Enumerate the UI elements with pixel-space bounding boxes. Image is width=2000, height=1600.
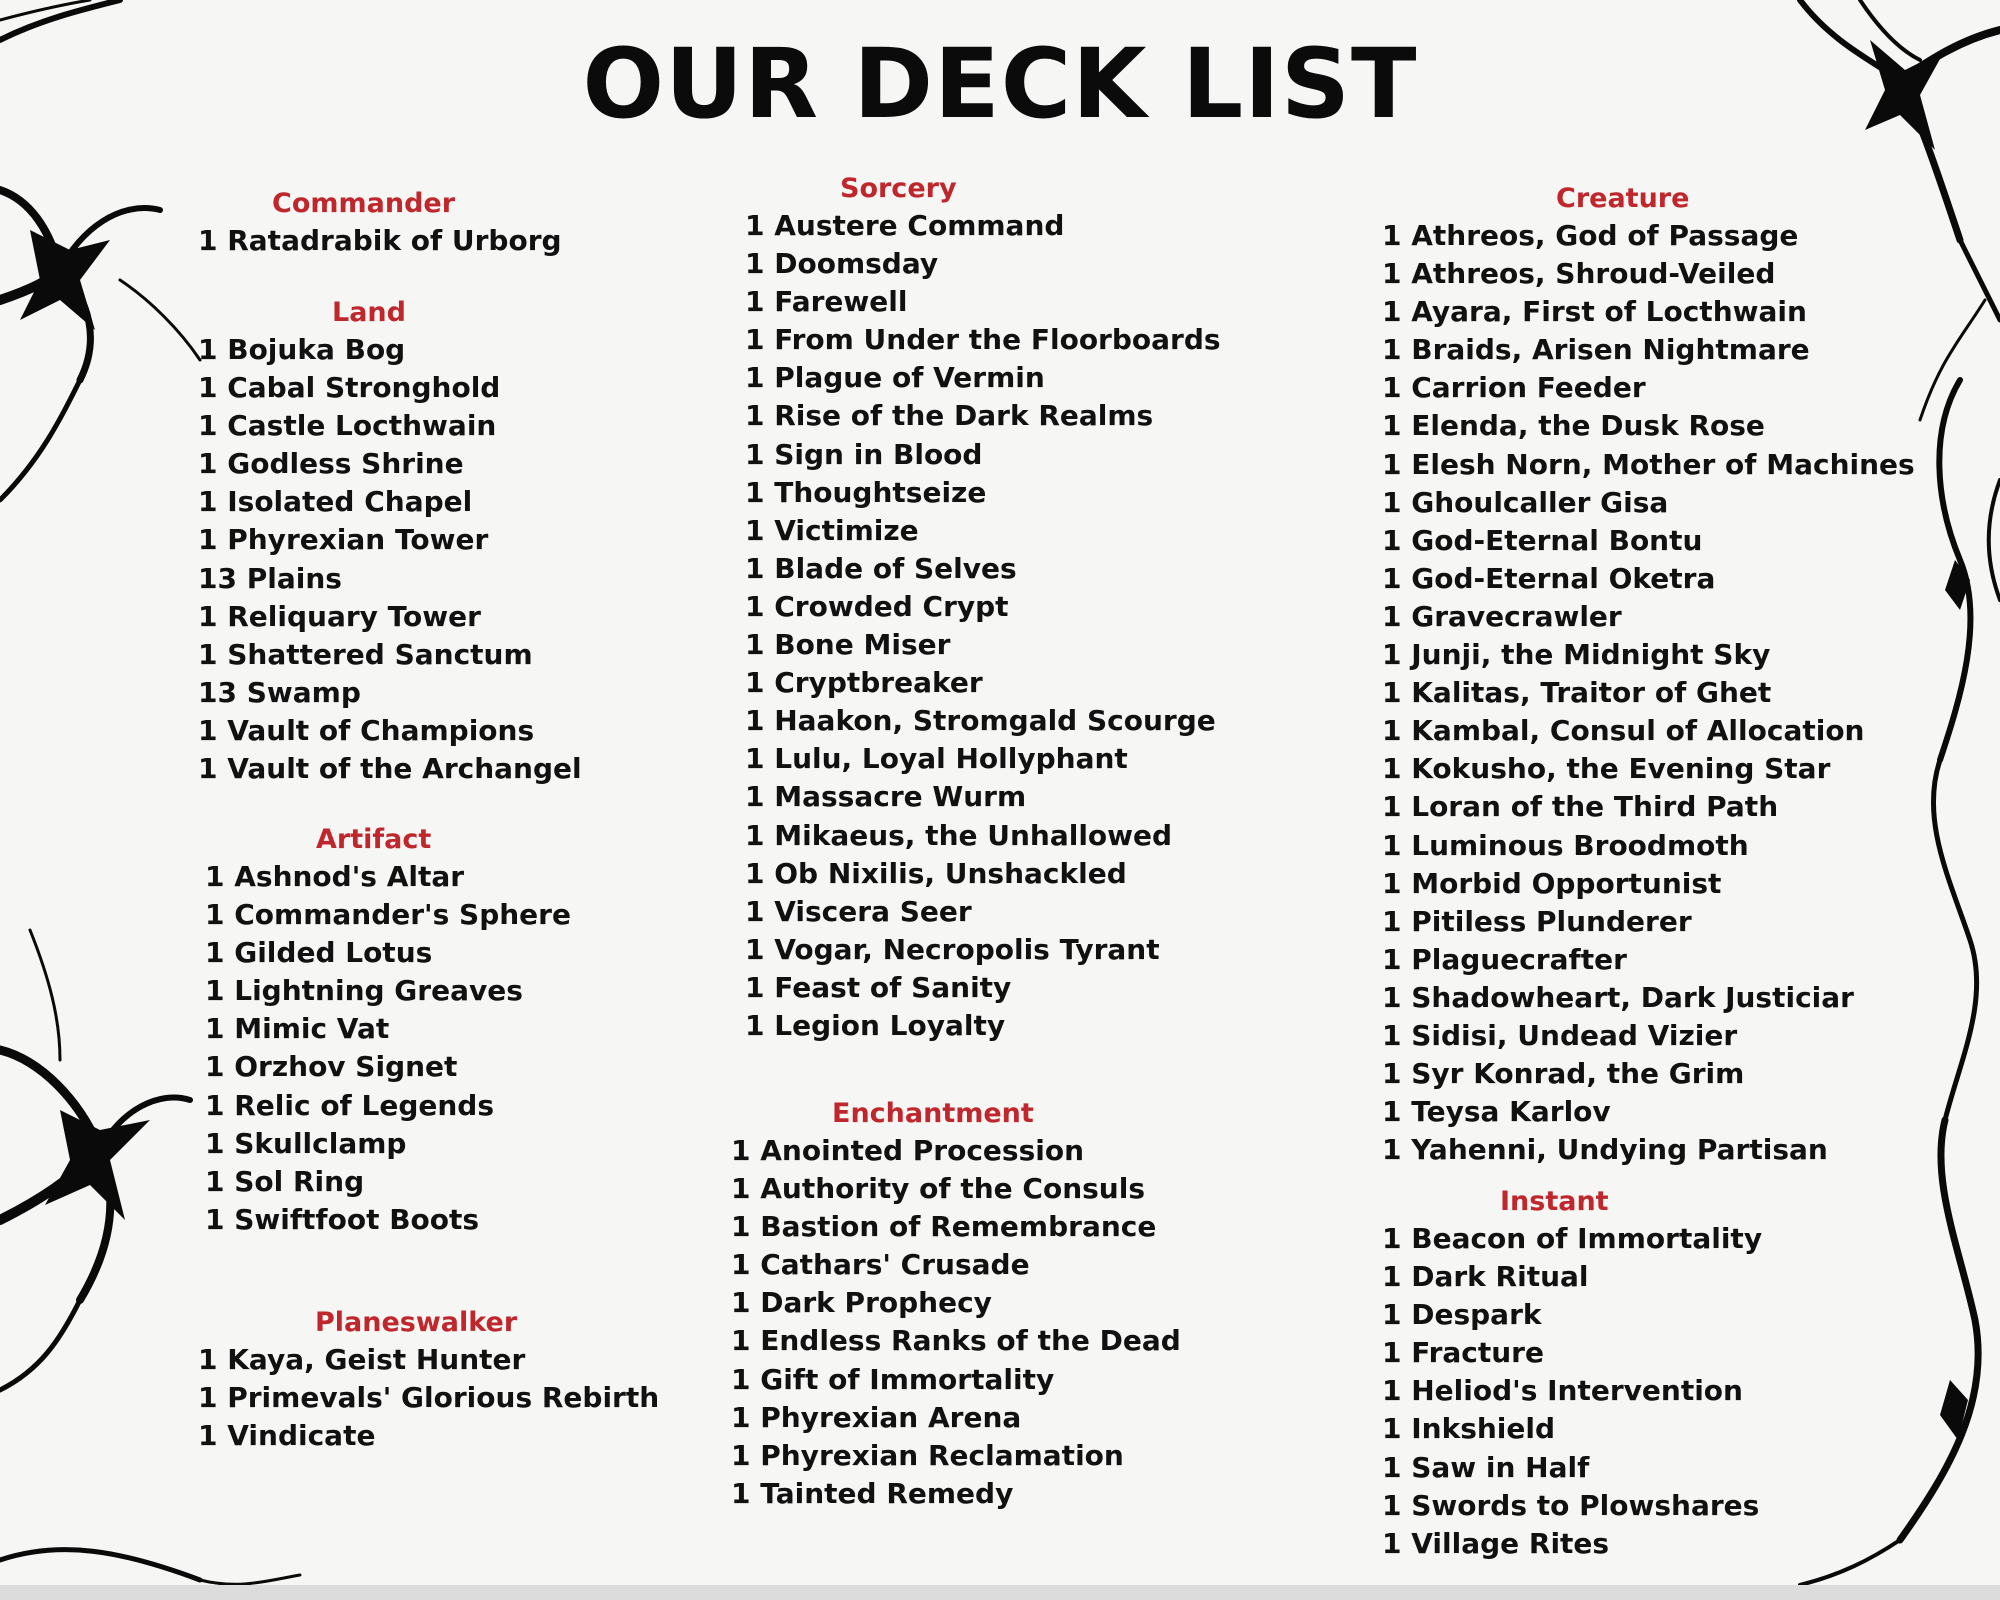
card-entry: 1 Viscera Seer <box>745 894 972 928</box>
section-sorcery <box>745 171 1221 1045</box>
section-instant <box>1382 1184 1762 1563</box>
card-entry: 1 Athreos, God of Passage <box>1382 219 1799 252</box>
card-entry: 1 Fracture <box>1382 1336 1544 1370</box>
page-title: OUR DECK LIST <box>582 28 1418 140</box>
card-entry: 1 Loran of the Third Path <box>1382 790 1779 824</box>
card-list <box>731 1132 1181 1513</box>
card-entry: 1 Commander's Sphere <box>205 898 571 932</box>
card-entry: 1 Gravecrawler <box>1382 599 1622 633</box>
card-entry: 1 Inkshield <box>1382 1412 1556 1446</box>
section-heading: Artifact <box>316 824 432 855</box>
card-entry: 1 Orzhov Signet <box>205 1050 458 1084</box>
card-entry: 1 Cabal Stronghold <box>198 371 501 405</box>
card-entry: 1 Teysa Karlov <box>1382 1095 1611 1129</box>
card-entry: 1 Endless Ranks of the Dead <box>731 1324 1181 1358</box>
card-entry: 1 Doomsday <box>745 247 939 281</box>
card-entry: 1 Castle Locthwain <box>198 409 497 443</box>
card-entry: 1 Elesh Norn, Mother of Machines <box>1382 447 1915 481</box>
card-entry: 1 Austere Command <box>745 209 1065 242</box>
card-list <box>205 858 571 1239</box>
card-entry: 1 Bastion of Remembrance <box>731 1210 1157 1244</box>
card-list <box>198 331 582 788</box>
card-entry: 1 Ashnod's Altar <box>205 860 465 893</box>
card-entry: 1 Sol Ring <box>205 1164 365 1198</box>
card-entry: 1 Sign in Blood <box>745 437 983 471</box>
card-entry: 1 Morbid Opportunist <box>1382 866 1722 900</box>
card-entry: 1 Godless Shrine <box>198 447 464 481</box>
card-entry: 1 Vault of Champions <box>198 713 535 747</box>
card-entry: 1 Plaguecrafter <box>1382 942 1627 976</box>
card-entry: 1 Bone Miser <box>745 628 951 662</box>
card-entry: 1 Despark <box>1382 1298 1542 1332</box>
card-entry: 1 Carrion Feeder <box>1382 371 1646 405</box>
section-commander <box>198 186 562 260</box>
card-entry: 1 Swiftfoot Boots <box>205 1202 480 1236</box>
card-list <box>198 1341 659 1455</box>
card-entry: 1 Shadowheart, Dark Justiciar <box>1382 980 1854 1014</box>
card-entry: 1 Village Rites <box>1382 1526 1610 1560</box>
card-entry: 1 Thoughtseize <box>745 475 987 509</box>
card-entry: 1 Pitiless Plunderer <box>1382 904 1692 938</box>
card-entry: 1 Authority of the Consuls <box>731 1172 1145 1206</box>
section-heading: Planeswalker <box>315 1307 518 1338</box>
card-entry: 1 Phyrexian Reclamation <box>731 1438 1124 1472</box>
card-entry: 1 Ghoulcaller Gisa <box>1382 485 1669 519</box>
section-land <box>198 295 582 788</box>
card-entry: 1 Kaya, Geist Hunter <box>198 1343 526 1376</box>
card-entry: 1 Athreos, Shroud-Veiled <box>1382 257 1776 291</box>
card-entry: 1 Bojuka Bog <box>198 333 406 366</box>
card-entry: 1 Heliod's Intervention <box>1382 1374 1743 1408</box>
section-heading: Land <box>332 297 406 328</box>
section-heading: Enchantment <box>832 1098 1034 1129</box>
section-heading: Instant <box>1500 1186 1609 1217</box>
card-entry: 1 Victimize <box>745 513 919 547</box>
card-entry: 1 Skullclamp <box>205 1126 407 1160</box>
card-entry: 1 Tainted Remedy <box>731 1476 1014 1510</box>
card-entry: 1 Phyrexian Tower <box>198 523 489 557</box>
card-entry: 1 Lulu, Loyal Hollyphant <box>745 742 1128 776</box>
card-entry: 1 Ob Nixilis, Unshackled <box>745 856 1127 890</box>
card-entry: 1 Syr Konrad, the Grim <box>1382 1057 1745 1091</box>
card-entry: 1 Feast of Sanity <box>745 970 1012 1004</box>
card-entry: 1 Swords to Plowshares <box>1382 1488 1760 1522</box>
card-entry: 1 Cathars' Crusade <box>731 1248 1030 1282</box>
card-entry: 1 Reliquary Tower <box>198 599 481 633</box>
section-planeswalker <box>198 1305 659 1455</box>
card-entry: 1 Massacre Wurm <box>745 780 1027 814</box>
card-entry: 1 Kokusho, the Evening Star <box>1382 752 1831 786</box>
card-entry: 13 Plains <box>198 561 342 595</box>
card-entry: 1 God-Eternal Oketra <box>1382 561 1716 595</box>
card-entry: 1 Farewell <box>745 285 908 319</box>
card-entry: 1 Beacon of Immortality <box>1382 1222 1763 1255</box>
card-entry: 1 Junji, the Midnight Sky <box>1382 638 1771 672</box>
card-entry: 1 Relic of Legends <box>205 1088 494 1122</box>
card-entry: 1 Elenda, the Dusk Rose <box>1382 409 1765 443</box>
card-entry: 1 Mimic Vat <box>205 1012 390 1046</box>
section-heading: Creature <box>1556 183 1690 214</box>
card-entry: 1 Rise of the Dark Realms <box>745 399 1154 433</box>
card-list <box>1382 1220 1762 1563</box>
card-list <box>198 222 562 260</box>
card-entry: 1 Yahenni, Undying Partisan <box>1382 1133 1828 1167</box>
card-entry: 1 Lightning Greaves <box>205 974 523 1008</box>
card-entry: 1 Vault of the Archangel <box>198 752 582 786</box>
card-entry: 1 Anointed Procession <box>731 1134 1085 1167</box>
card-entry: 1 Legion Loyalty <box>745 1008 1006 1042</box>
card-list <box>745 207 1221 1045</box>
card-entry: 1 Primevals' Glorious Rebirth <box>198 1381 660 1415</box>
card-entry: 1 Sidisi, Undead Vizier <box>1382 1018 1738 1052</box>
card-entry: 1 Dark Ritual <box>1382 1260 1589 1294</box>
card-entry: 1 Ayara, First of Locthwain <box>1382 295 1807 329</box>
card-entry: 1 Ratadrabik of Urborg <box>198 224 562 257</box>
section-enchantment <box>731 1096 1181 1513</box>
bottom-bar <box>0 1585 2000 1600</box>
card-entry: 1 Cryptbreaker <box>745 666 983 700</box>
card-list <box>1382 217 1915 1169</box>
card-entry: 1 Shattered Sanctum <box>198 637 533 671</box>
card-entry: 1 Kalitas, Traitor of Ghet <box>1382 676 1772 710</box>
card-entry: 1 Plague of Vermin <box>745 361 1045 395</box>
section-heading: Sorcery <box>840 173 957 204</box>
card-entry: 1 Haakon, Stromgald Scourge <box>745 704 1216 738</box>
card-entry: 1 Mikaeus, the Unhallowed <box>745 818 1173 852</box>
card-entry: 1 Isolated Chapel <box>198 485 473 519</box>
card-entry: 1 Dark Prophecy <box>731 1286 992 1320</box>
card-entry: 1 Braids, Arisen Nightmare <box>1382 333 1810 367</box>
card-entry: 1 Gilded Lotus <box>205 936 433 970</box>
card-entry: 1 Kambal, Consul of Allocation <box>1382 714 1865 748</box>
card-entry: 1 Saw in Half <box>1382 1450 1590 1484</box>
card-entry: 1 God-Eternal Bontu <box>1382 523 1703 557</box>
card-entry: 1 Vogar, Necropolis Tyrant <box>745 932 1160 966</box>
section-artifact <box>205 822 571 1239</box>
section-creature <box>1382 181 1915 1169</box>
card-entry: 1 From Under the Floorboards <box>745 323 1221 357</box>
card-entry: 1 Blade of Selves <box>745 551 1017 585</box>
card-entry: 1 Luminous Broodmoth <box>1382 828 1749 862</box>
card-entry: 1 Crowded Crypt <box>745 589 1009 623</box>
section-heading: Commander <box>272 188 456 219</box>
card-entry: 13 Swamp <box>198 675 361 709</box>
card-entry: 1 Vindicate <box>198 1419 376 1453</box>
card-entry: 1 Phyrexian Arena <box>731 1400 1022 1434</box>
card-entry: 1 Gift of Immortality <box>731 1362 1055 1396</box>
